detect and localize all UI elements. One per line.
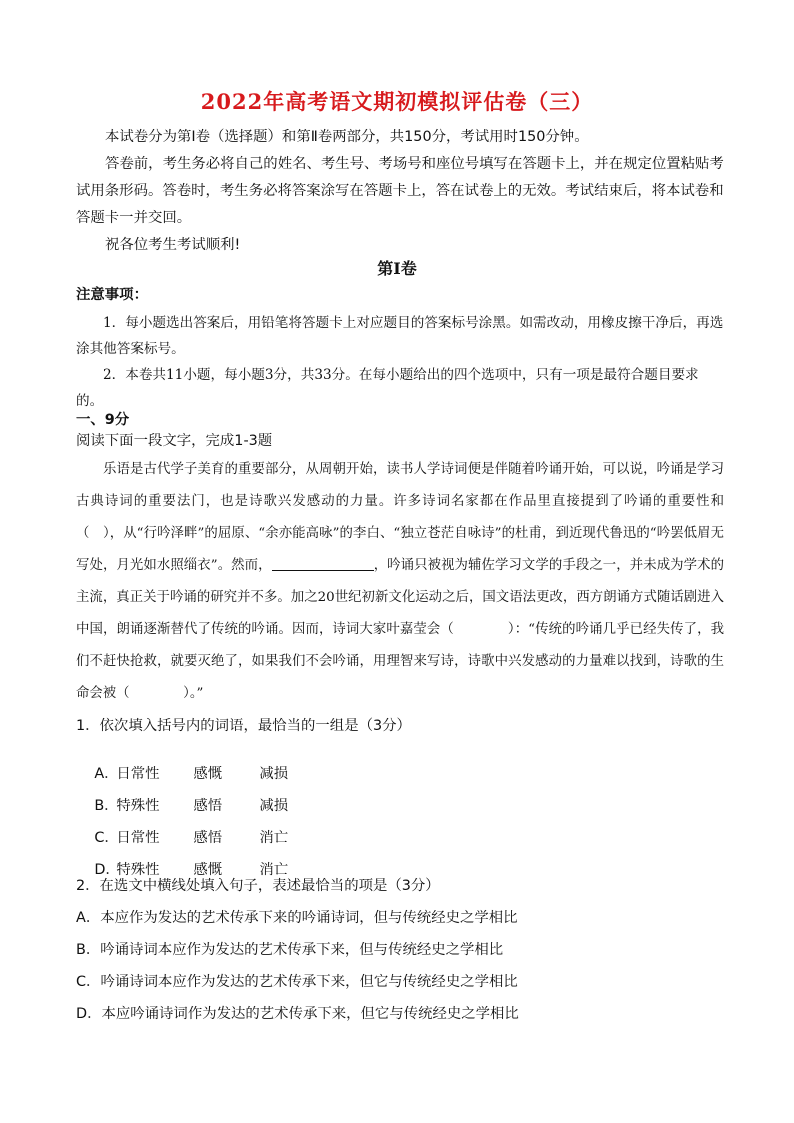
option-letter: C．	[94, 830, 119, 846]
option-word-1: 日常性	[116, 830, 160, 846]
question-2-option-c[interactable]: C．吟诵诗词本应作为发达的艺术传承下来，但它与传统经史之学相比	[76, 974, 518, 990]
option-word-3: 减损	[259, 798, 289, 814]
intro-paragraph-3: 祝各位考生考试顺利!	[105, 237, 241, 253]
passage-part-b: ，吟诵只被视为辅佐学习文学的手段之一，并未成为学术的主流，真正关于吟诵的研究并不多。加之20世纪初新文化运动之后，国文语法更改，西方朗诵方式随话剧进入中国，朗诵逐渐替代了传统的吟诵。因而，诗词大家叶嘉莹会（ ）：“传统的吟诵几乎已经失传了，我们不赶快抢救，就要灭绝了，如果我们不会吟诵，用理智来写诗，诗歌中兴发感动的力量难以找到，诗歌的生命会被（ ）。”	[76, 558, 724, 701]
option-word-1: 特殊性	[116, 798, 160, 814]
question-2-option-b[interactable]: B．吟诵诗词本应作为发达的艺术传承下来，但与传统经史之学相比	[76, 942, 504, 958]
option-letter: D．	[94, 862, 120, 878]
question-2-option-a[interactable]: A．本应作为发达的艺术传承下来的吟诵诗词，但与传统经史之学相比	[76, 910, 518, 926]
notice-item-2: 2．本卷共11小题，每小题3分，共33分。在每小题给出的四个选项中，只有一项是最符合题目要求的。	[76, 367, 699, 409]
passage-part-a: 乐语是古代学子美育的重要部分，从周朝开始，读书人学诗词便是伴随着吟诵开始，可以说，吟诵是学习古典诗词的重要法门，也是诗歌兴发感动的力量。许多诗词名家都在作品里直接提到了吟诵的重要性和（ ），从“行吟泽畔”的屈原、“余亦能高咏”的李白、“独立苍茫自咏诗”的杜甫，到近现代鲁迅的“吟罢低眉无写处，月光如水照缁衣”。然而，	[76, 462, 724, 573]
question-2-stem: 2．在选文中横线处填入句子，表述最恰当的项是（3分）	[76, 878, 440, 894]
reading-instruction: 阅读下面一段文字，完成1-3题	[76, 433, 273, 449]
answer-blank	[272, 556, 374, 571]
option-word-2: 感慨	[193, 862, 223, 878]
intro-paragraph-1: 本试卷分为第Ⅰ卷（选择题）和第Ⅱ卷两部分，共150分，考试用时150分钟。	[105, 129, 589, 145]
option-word-3: 减损	[259, 766, 289, 782]
part-heading: 一、9分	[76, 412, 130, 428]
option-word-1: 日常性	[116, 766, 160, 782]
exam-title: 2022年高考语文期初模拟评估卷（三）	[200, 89, 594, 114]
notice-item-1: 1．每小题选出答案后，用铅笔将答题卡上对应题目的答案标号涂黑。如需改动，用橡皮擦干净后，再选涂其他答案标号。	[76, 315, 724, 357]
option-word-2: 感悟	[193, 830, 223, 846]
option-letter: A．	[94, 766, 119, 782]
notice-heading: 注意事项：	[76, 287, 148, 303]
option-letter: B．	[94, 798, 119, 814]
reading-passage	[76, 454, 724, 710]
option-word-1: 特殊性	[116, 862, 160, 878]
question-1-stem: 1．依次填入括号内的词语，最恰当的一组是（3分）	[76, 718, 411, 734]
option-word-2: 感悟	[193, 798, 223, 814]
section-title: 第Ⅰ卷	[377, 259, 417, 278]
option-word-2: 感慨	[193, 766, 223, 782]
option-word-3: 消亡	[259, 830, 289, 846]
question-2-option-d[interactable]: D．本应吟诵诗词作为发达的艺术传承下来，但它与传统经史之学相比	[76, 1006, 519, 1022]
option-word-3: 消亡	[259, 862, 289, 878]
intro-paragraph-2: 答卷前，考生务必将自己的姓名、考生号、考场号和座位号填写在答题卡上，并在规定位置粘贴考试用条形码。答卷时，考生务必将答案涂写在答题卡上，答在试卷上的无效。考试结束后，将本试卷和答题卡一并交回。	[76, 156, 724, 226]
